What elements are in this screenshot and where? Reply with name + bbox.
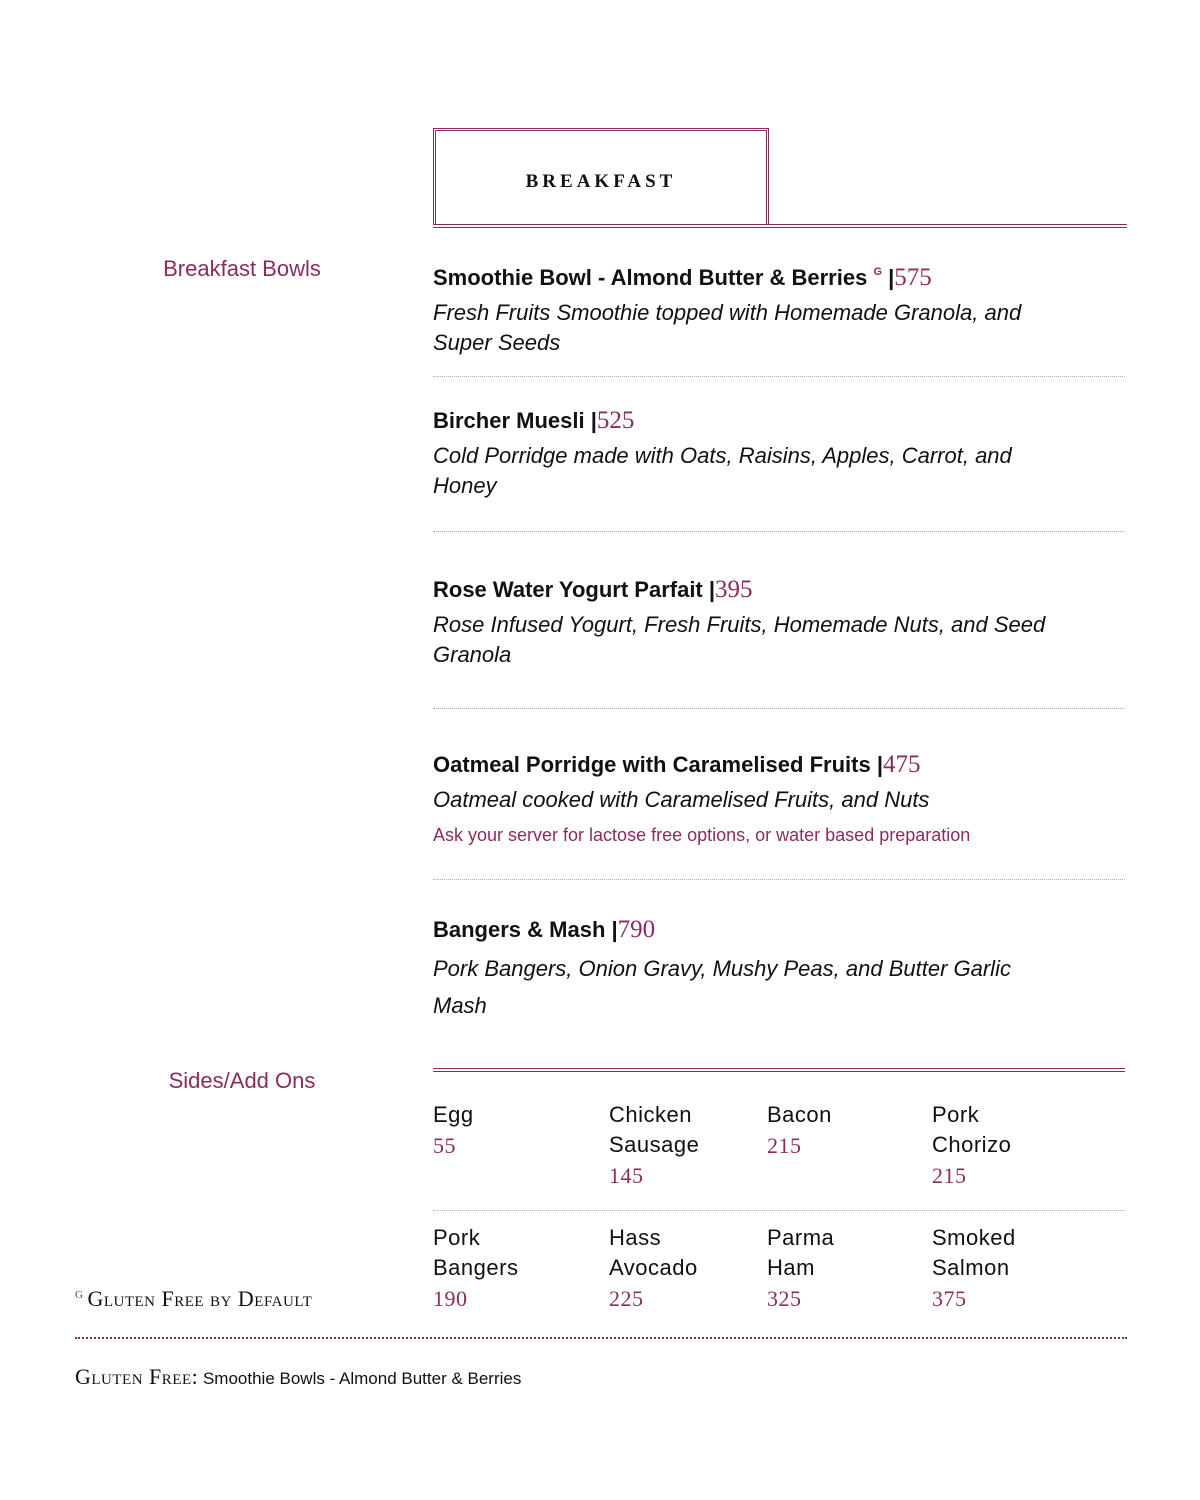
item-price: 475 [882, 751, 921, 778]
sides-divider [433, 1210, 1125, 1211]
item-divider [433, 376, 1125, 377]
side-price: 325 [767, 1286, 802, 1311]
item-price: 575 [894, 264, 932, 291]
header-rule [767, 224, 1127, 228]
section-label-breakfast-bowls: Breakfast Bowls [163, 256, 321, 281]
side-price: 55 [433, 1133, 456, 1158]
menu-item [433, 574, 1125, 708]
sides-rule [433, 1068, 1125, 1072]
sides-row [433, 1100, 1125, 1210]
side-name: Smoked Salmon [932, 1225, 1016, 1280]
sides-row [433, 1223, 1125, 1333]
footer-rule [75, 1337, 1127, 1339]
price-separator: | [611, 917, 618, 942]
side-item [767, 1223, 867, 1315]
item-price: 395 [715, 576, 753, 603]
item-name: Oatmeal Porridge with Caramelised Fruits [433, 752, 871, 777]
side-price: 145 [609, 1163, 644, 1188]
item-description: Pork Bangers, Onion Gravy, Mushy Peas, and Butter Garlic Mash [433, 956, 1011, 1018]
item-note: Ask your server for lactose free options, or water based preparation [433, 825, 971, 845]
price-separator: | [876, 752, 883, 777]
item-divider [433, 531, 1125, 532]
side-price: 215 [767, 1133, 802, 1158]
sides-grid-2 [433, 1223, 1125, 1333]
sides-grid [433, 1100, 1125, 1210]
side-item [609, 1223, 709, 1315]
side-item [433, 1223, 533, 1315]
side-name: Parma Ham [767, 1225, 835, 1280]
side-price: 375 [932, 1286, 967, 1311]
item-price: 790 [617, 916, 656, 943]
side-price: 225 [609, 1286, 644, 1311]
footer-note [75, 1364, 521, 1390]
item-name: Bangers & Mash [433, 917, 606, 942]
item-name: Rose Water Yogurt Parfait [433, 577, 703, 602]
menu-item [433, 749, 1125, 879]
side-name: Hass Avocado [609, 1225, 698, 1280]
menu-item [433, 256, 1125, 376]
side-name: Egg [433, 1102, 474, 1127]
item-description: Cold Porridge made with Oats, Raisins, Apples, Carrot, and Honey [433, 443, 1012, 498]
price-separator: | [708, 577, 716, 602]
menu-items-list [433, 256, 1125, 1024]
side-price: 215 [932, 1163, 967, 1188]
price-separator: | [888, 265, 895, 290]
side-item [767, 1100, 907, 1162]
price-separator: | [590, 408, 597, 433]
menu-item [433, 914, 1125, 1024]
item-divider [433, 879, 1125, 880]
item-divider [433, 708, 1125, 709]
item-description: Oatmeal cooked with Caramelised Fruits, and Nuts [433, 787, 930, 812]
side-item [932, 1223, 1032, 1315]
item-name: Bircher Muesli [433, 408, 585, 433]
menu-item [433, 405, 1125, 531]
side-name: Pork Chorizo [932, 1102, 1012, 1157]
item-price: 525 [596, 407, 635, 434]
side-item [609, 1100, 719, 1192]
side-item [932, 1100, 1032, 1192]
item-description: Rose Infused Yogurt, Fresh Fruits, Homemade Nuts, and Seed Granola [433, 612, 1046, 667]
section-label-sides: Sides/Add Ons [168, 1068, 316, 1093]
gluten-free-marker: G [873, 266, 883, 278]
section-header-tab [433, 128, 769, 225]
side-name: Chicken Sausage [609, 1102, 700, 1157]
item-name: Smoothie Bowl - Almond Butter & Berries [433, 265, 868, 290]
item-description: Fresh Fruits Smoothie topped with Homemade Granola, and Super Seeds [433, 300, 1022, 355]
menu-title: BREAKFAST [525, 171, 677, 192]
legend-text: Gluten Free by Default [87, 1286, 313, 1311]
footer-text: Smoothie Bowls - Almond Butter & Berries [202, 1369, 522, 1388]
footer-label: Gluten Free: [75, 1364, 199, 1389]
side-name: Pork Bangers [433, 1225, 519, 1280]
gluten-free-legend [75, 1286, 312, 1312]
gluten-free-marker: G [75, 1289, 84, 1301]
side-price: 190 [433, 1286, 468, 1311]
side-name: Bacon [767, 1102, 832, 1127]
side-item [433, 1100, 583, 1162]
